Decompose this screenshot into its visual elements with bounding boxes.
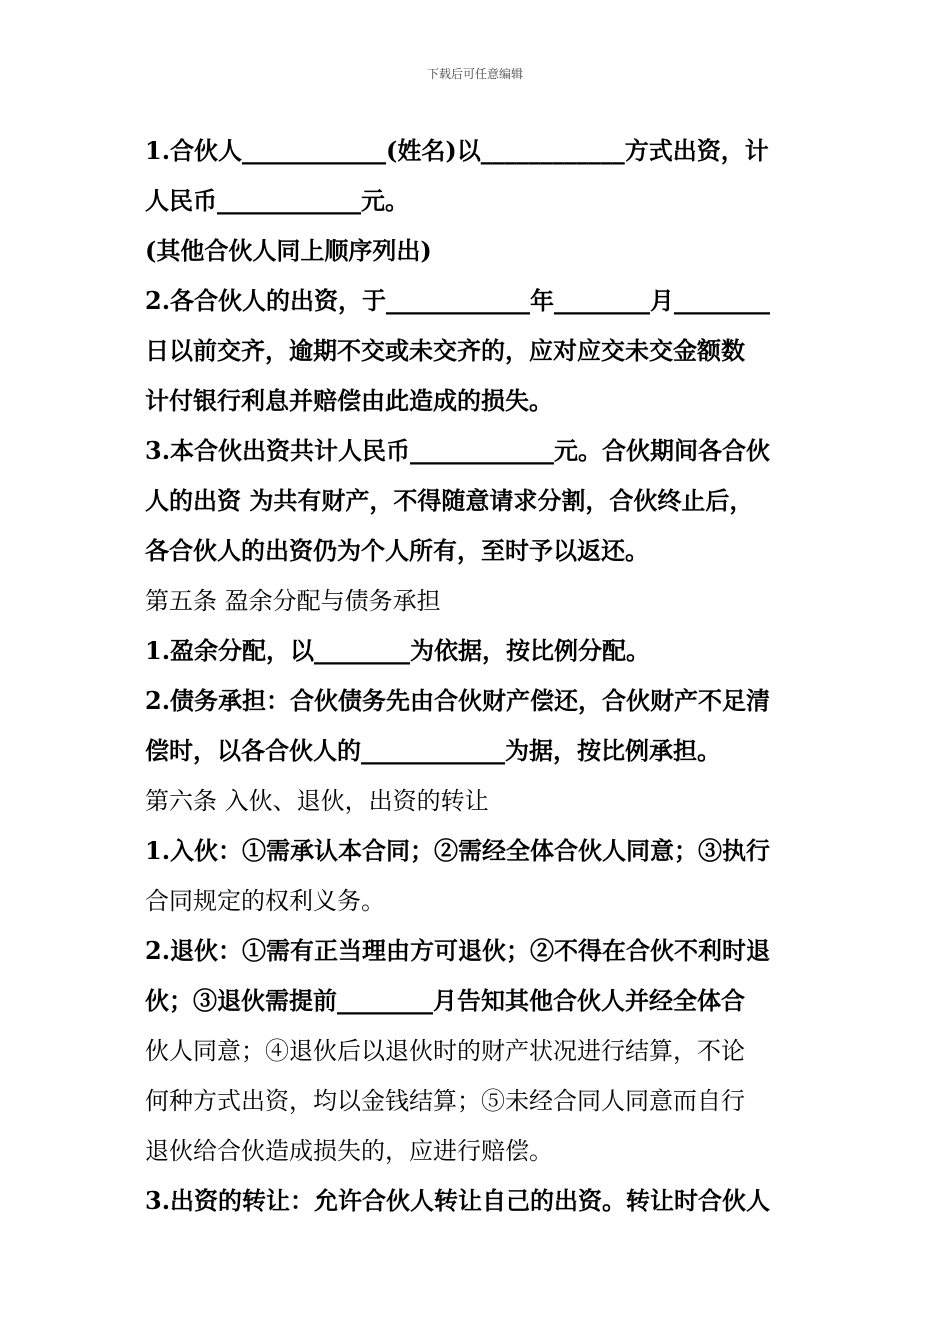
text-line: 偿时，以各合伙人的____________为据，按比例承担。	[145, 736, 721, 765]
text-line: 3.本合伙出资共计人民币____________元。合伙期间各合伙	[145, 436, 771, 465]
text-line: 人的出资 为共有财产，不得随意请求分割，合伙终止后，	[145, 486, 754, 515]
text-line: 合同规定的权利义务。	[145, 887, 385, 915]
section-heading: 第六条 入伙、退伙，出资的转让	[145, 787, 489, 815]
text-line: 伙人同意；④退伙后以退伙时的财产状况进行结算，不论	[145, 1037, 745, 1065]
text-line: 1.盈余分配，以________为依据，按比例分配。	[145, 636, 651, 665]
section-heading: 第五条 盈余分配与债务承担	[145, 587, 441, 615]
text-line: 何种方式出资，均以金钱结算；⑤未经合同人同意而自行	[145, 1087, 745, 1115]
text-line: 1.入伙：①需承认本合同；②需经全体合伙人同意；③执行	[145, 836, 771, 865]
text-line: 2.各合伙人的出资，于____________年________月________	[145, 286, 771, 315]
text-line: 人民币____________元。	[145, 186, 409, 215]
text-line: (其他合伙人同上顺序列出)	[145, 236, 432, 265]
text-line: 计付银行利息并赔偿由此造成的损失。	[145, 386, 553, 415]
text-line: 日以前交齐，逾期不交或未交齐的，应对应交未交金额数	[145, 336, 745, 365]
text-line: 各合伙人的出资仍为个人所有，至时予以返还。	[145, 536, 649, 565]
text-line: 1.合伙人____________(姓名)以____________方式出资，计	[145, 136, 769, 165]
text-line: 2.债务承担：合伙债务先由合伙财产偿还，合伙财产不足清	[145, 686, 771, 715]
text-line: 3.出资的转让：允许合伙人转让自己的出资。转让时合伙人	[145, 1186, 771, 1215]
text-line: 退伙给合伙造成损失的，应进行赔偿。	[145, 1137, 553, 1165]
page-header-note: 下载后可任意编辑	[426, 67, 523, 81]
text-line: 2.退伙：①需有正当理由方可退伙；②不得在合伙不利时退	[145, 936, 771, 965]
document-body	[145, 126, 810, 1226]
text-line: 伙；③退伙需提前________月告知其他合伙人并经全体合	[145, 986, 745, 1015]
